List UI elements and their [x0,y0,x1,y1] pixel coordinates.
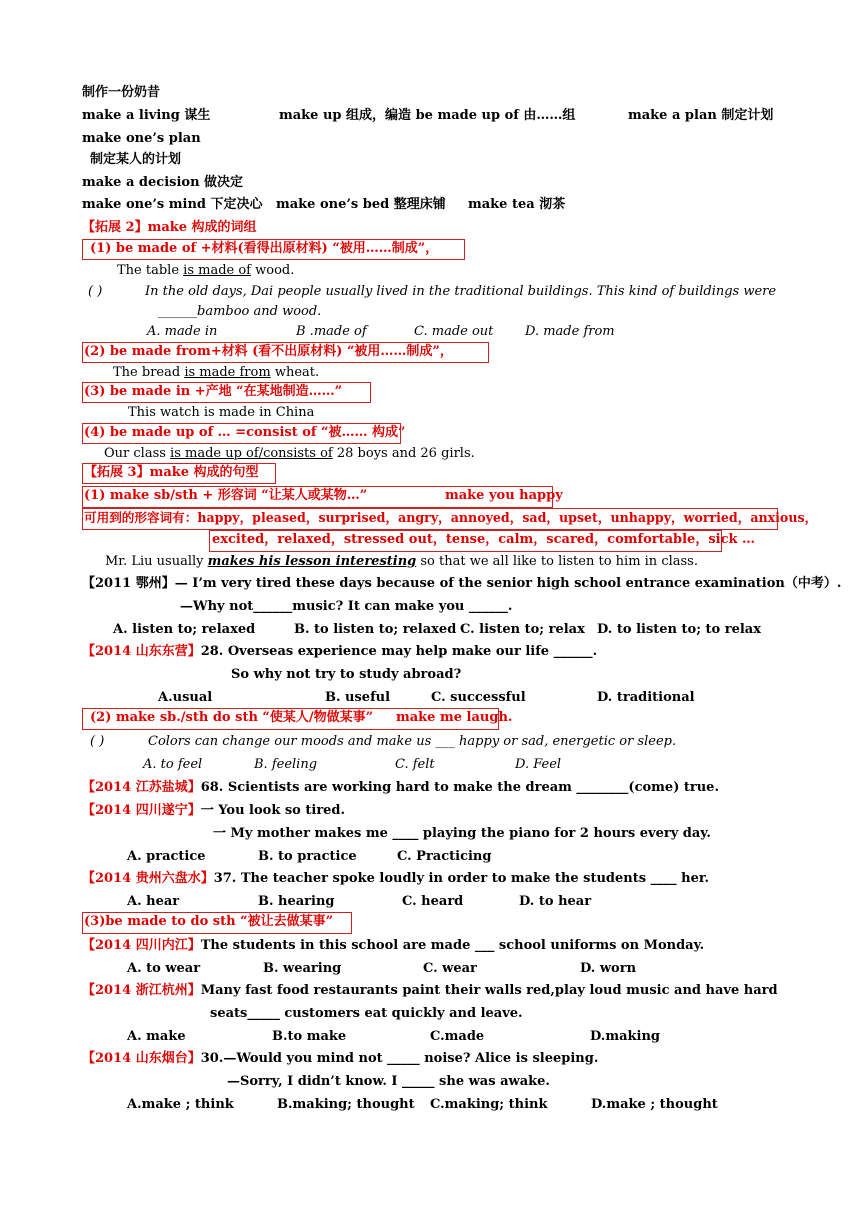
ext3-p1: (1) make sb/sth + 形容词 “让某人或某物…” [84,488,368,503]
ext3-heading: 【拓展 3】make 构成的句型 [84,465,259,480]
ext2-example-3: This watch is made in China [128,405,315,420]
q9-option-a: A.make ; think [127,1097,234,1112]
q9-text: 30.—Would you mind not _____ noise? Alice is sleeping. [200,1051,599,1066]
q1-line-2: —Why not______music? It can make you ______. [180,599,513,614]
q1-option-b: B. to listen to; relaxed [294,622,457,637]
ex-text: 28 boys and 26 girls. [332,446,475,461]
vocab-make-a-plan: make a plan 制定计划 [628,108,774,123]
q2-option-b: B. useful [325,690,391,705]
q7-option-c: C. wear [423,961,477,976]
q6-option-b: B. hearing [258,894,335,909]
q6-option-c: C. heard [402,894,464,909]
ext2-p1: (1) be made of +材料(看得出原材料) “被用……制成”， [90,241,439,256]
q4-text: 68. Scientists are working hard to make the dream ________(come) true. [200,780,719,795]
q1-text: — I’m very tired these days because of the senior high school entrance examination（中考）. [174,576,842,591]
q9-tag: 【2014 山东烟台】 [82,1051,201,1066]
q5-option-b: B. to practice [258,849,357,864]
ext3-example [105,553,698,571]
ex-underlined: is made from [184,365,271,380]
vocab-make-a-decision: make a decision 做决定 [82,175,244,190]
q8-tag: 【2014 浙江杭州】 [82,983,201,998]
vocab-make-ones-plan: make one’s plan [82,131,201,146]
ext2-question: In the old days, Dai people usually lived in the traditional buildings. This kind of buildings were [145,284,777,299]
ex-text: wheat. [270,365,320,380]
q5-tag: 【2014 四川遂宁】 [82,803,201,818]
q6-text: 37. The teacher spoke loudly in order to make the students ____ her. [213,871,710,886]
q9-option-b: B.making; thought [277,1097,415,1112]
q3-option-a: A. to feel [143,757,203,772]
q3-option-b: B. feeling [254,757,318,772]
q8-text: Many fast food restaurants paint their walls red,play loud music and have hard [200,983,778,998]
ext3-adjectives-1: 可用到的形容词有：happy，pleased，surprised，angry，annoyed，sad，upset，unhappy，worried，anxious， [84,510,818,525]
q7-text: The students in this school are made ___ school uniforms on Monday. [200,938,705,953]
ext3-p3: (3)be made to do sth “被让去做某事” [84,914,334,929]
ext2-question-paren: ( ) [88,284,103,299]
q2-line-2: So why not try to study abroad? [231,667,462,682]
ext2-heading: 【拓展 2】make 构成的词组 [82,220,257,235]
q8-option-a: A. make [127,1029,186,1044]
ext2-example-2 [113,364,319,382]
q6-option-a: A. hear [127,894,180,909]
ext2-question-2: ______bamboo and wood. [158,304,322,319]
q1-option-a: A. listen to; relaxed [113,622,256,637]
ext2-example-1 [117,262,294,280]
ex-underlined: makes his lesson interesting [207,554,417,569]
q9 [82,1050,598,1068]
ex-text: The table [117,263,184,278]
q5-text: 一 You look so tired. [200,803,346,818]
q9-option-d: D.make ; thought [591,1097,718,1112]
q7-option-b: B. wearing [263,961,342,976]
q4-tag: 【2014 江苏盐城】 [82,780,201,795]
q3-option-c: C. felt [395,757,435,772]
q8-line-2: seats_____ customers eat quickly and leave. [210,1006,523,1021]
vocab-make-ones-plan-meaning: 制定某人的计划 [90,152,182,167]
vocab-make-ones-bed: make one’s bed 整理床铺 [276,197,446,212]
q2-text: 28. Overseas experience may help make our life ______. [200,644,598,659]
q5-option-a: A. practice [127,849,206,864]
ext2-q-option-d: D. made from [525,324,615,339]
vocab-make-ones-mind: make one’s mind 下定决心 [82,197,263,212]
q4 [82,779,719,797]
vocab-make-a-living: make a living 谋生 [82,108,211,123]
ext3-p2: (2) make sb./sth do sth “使某人/物做某事” [90,710,374,725]
ext2-q-option-b: B .made of [296,324,367,339]
q9-option-c: C.making; think [430,1097,548,1112]
q5-option-c: C. Practicing [397,849,492,864]
q6-option-d: D. to hear [519,894,592,909]
q2-option-d: D. traditional [597,690,695,705]
ex-underlined: is made of [183,263,251,278]
ext3-adjectives-2: excited，relaxed，stressed out，tense，calm，scared，comfortable，sick … [212,532,756,547]
q1 [82,575,841,593]
q8 [82,982,778,1000]
q2-option-c: C. successful [431,690,526,705]
q6 [82,870,709,888]
q5 [82,802,345,820]
q2-tag: 【2014 山东东营】 [82,644,201,659]
vocab-line-1: 制作一份奶昔 [82,85,161,100]
ex-text: The bread [113,365,185,380]
ext2-p4: (4) be made up of … =consist of “被…… 构成” [84,425,406,440]
ext2-p2: (2) be made from+材料 (看不出原材料) “被用……制成”， [84,344,453,359]
q3-paren: ( ) [90,734,105,749]
q1-option-d: D. to listen to; to relax [597,622,761,637]
ex-underlined: is made up of/consists of [170,446,333,461]
ex-text: so that we all like to listen to him in class. [416,554,698,569]
q7-option-a: A. to wear [127,961,201,976]
q7-option-d: D. worn [580,961,637,976]
q7-tag: 【2014 四川内江】 [82,938,201,953]
q3-text: Colors can change our moods and make us ___ happy or sad, energetic or sleep. [148,734,677,749]
q3-option-d: D. Feel [515,757,562,772]
q8-option-c: C.made [430,1029,485,1044]
ext2-q-option-a: A. made in [147,324,218,339]
ext2-example-4 [104,445,475,463]
vocab-make-tea: make tea 沏茶 [468,197,566,212]
ext3-p1-example: make you happy [445,488,563,503]
q9-line-2: —Sorry, I didn’t know. I _____ she was awake. [227,1074,550,1089]
q5-line-2: 一 My mother makes me ____ playing the piano for 2 hours every day. [213,826,711,841]
ext2-q-option-c: C. made out [414,324,494,339]
q2 [82,643,597,661]
q1-option-c: C. listen to; relax [460,622,585,637]
ext3-p2-example: make me laugh. [396,710,513,725]
q2-option-a: A.usual [158,690,213,705]
ext2-p3: (3) be made in +产地 “在某地制造……” [84,384,343,399]
ex-text: wood. [250,263,295,278]
vocab-make-up: make up 组成，编造 be made up of 由……组 [279,108,576,123]
ex-text: Our class [104,446,171,461]
ex-text: Mr. Liu usually [105,554,208,569]
q6-tag: 【2014 贵州六盘水】 [82,871,214,886]
q1-tag: 【2011 鄂州】 [82,576,175,591]
q7 [82,937,704,955]
q8-option-b: B.to make [272,1029,347,1044]
q8-option-d: D.making [590,1029,661,1044]
